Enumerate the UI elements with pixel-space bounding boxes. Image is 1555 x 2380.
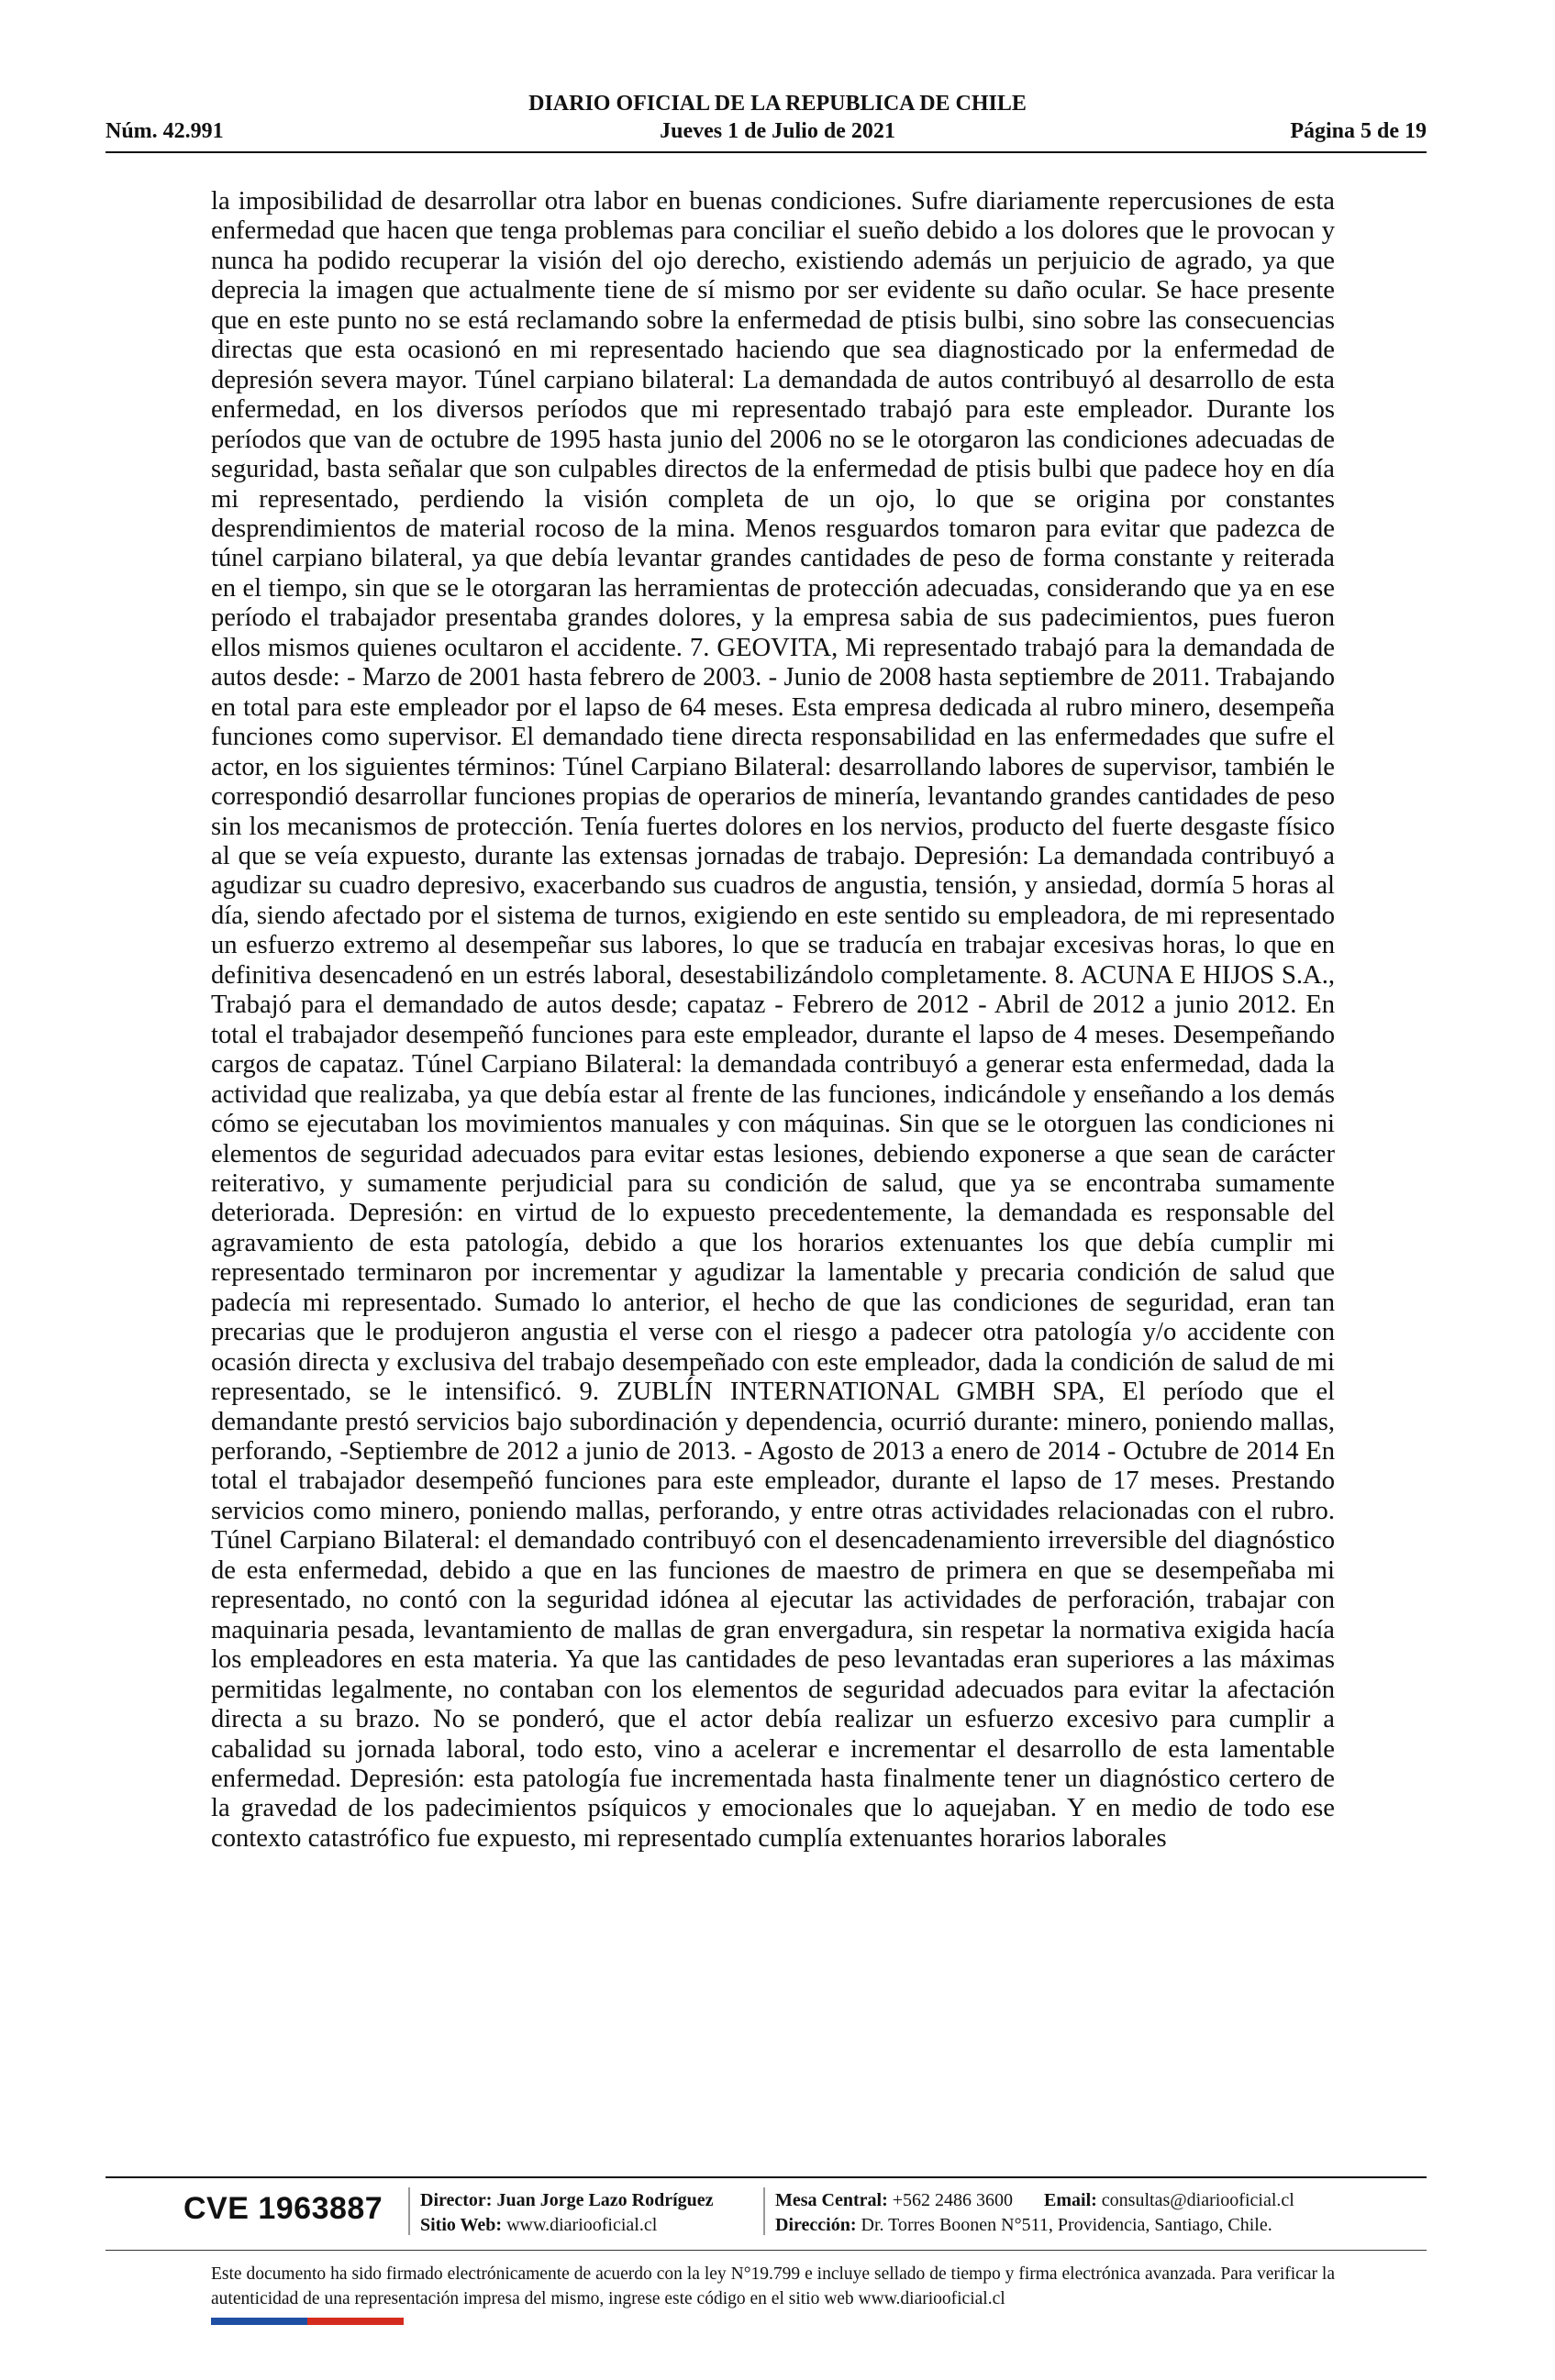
footer-director-block: [420, 2188, 714, 2238]
phone-number: +562 2486 3600: [892, 2190, 1014, 2210]
header-divider: [106, 151, 1427, 153]
address-value: Dr. Torres Boonen N°511, Providencia, Santiago, Chile.: [861, 2215, 1272, 2235]
phone-label: Mesa Central:: [775, 2190, 888, 2210]
footer-divider-secondary: [106, 2250, 1427, 2251]
website-label: Sitio Web:: [420, 2215, 503, 2235]
footer-divider: [106, 2176, 1427, 2178]
email-link[interactable]: consultas@diariooficial.cl: [1101, 2190, 1294, 2210]
cve-code: CVE 1963887: [183, 2191, 383, 2226]
footer-separator: [408, 2187, 410, 2235]
chile-flag-stripe: [211, 2318, 404, 2325]
flag-red-segment: [307, 2318, 404, 2325]
director-name: Juan Jorge Lazo Rodríguez: [496, 2190, 714, 2210]
publication-title: DIARIO OFICIAL DE LA REPUBLICA DE CHILE: [528, 92, 1027, 116]
email-label: Email:: [1044, 2190, 1097, 2210]
address-label: Dirección:: [775, 2215, 857, 2235]
signature-note: Este documento ha sido firmado electrónicamente de acuerdo con la ley N°19.799 e incluye sellado de tiempo y firma electrónica avanzada. Para verificar la autenticidad de una representación impresa del mismo, ingrese este código en el sitio web www.diariooficial.cl: [211, 2264, 1335, 2308]
issue-number: Núm. 42.991: [106, 119, 224, 143]
website-link[interactable]: www.diariooficial.cl: [506, 2215, 658, 2235]
flag-blue-segment: [211, 2318, 307, 2325]
publication-date: Jueves 1 de Julio de 2021: [660, 119, 895, 143]
director-label: Director:: [420, 2190, 493, 2210]
footer-contact-block: [775, 2188, 1294, 2238]
page-indicator: Página 5 de 19: [1290, 119, 1427, 143]
body-paragraph: la imposibilidad de desarrollar otra labor en buenas condiciones. Sufre diariamente repercusiones de esta enfermedad que hacen que tenga problemas para conciliar el sueño debido a los dolores que le provocan y nunca ha podido recuperar la visión del ojo derecho, existiendo además un perjuicio de agrado, ya que deprecia la imagen que actualmente tiene de sí mismo por ser evidente su daño ocular. Se hace presente que en este punto no se está reclamando sobre la enfermedad de ptisis bulbi, sino sobre las consecuencias directas que esta ocasionó en mi representado haciendo que sea diagnosticado por la enfermedad de depresión severa mayor. Túnel carpiano bilateral: La demandada de autos contribuyó al desarrollo de esta enfermedad, en los diversos períodos que mi representado trabajó para este empleador. Durante los períodos que van de octubre de 1995 hasta junio del 2006 no se le otorgaron las condiciones adecuadas de seguridad, basta señalar que son culpables directos de la enfermedad de ptisis bulbi que padece hoy en día mi representado, perdiendo la visión completa de un ojo, lo que se origina por constantes desprendimientos de material rocoso de la mina. Menos resguardos tomaron para evitar que padezca de túnel carpiano bilateral, ya que debía levantar grandes cantidades de peso de forma constante y reiterada en el tiempo, sin que se le otorgaran las herramientas de protección adecuadas, considerando que ya en ese período el trabajador presentaba grandes dolores, y la empresa sabia de sus padecimientos, pues fueron ellos mismos quienes ocultaron el accidente. 7. GEOVITA, Mi representado trabajó para la demandada de autos desde: - Marzo de 2001 hasta febrero de 2003. - Junio de 2008 hasta septiembre de 2011. Trabajando en total para este empleador por el lapso de 64 meses. Esta empresa dedicada al rubro minero, desempeña funciones como supervisor. El demandado tiene directa responsabilidad en las enfermedades que sufre el actor, en los siguientes términos: Túnel Carpiano Bilateral: desarrollando labores de supervisor, también le correspondió desarrollar funciones propias de operarios de minería, levantando grandes cantidades de peso sin los mecanismos de protección. Tenía fuertes dolores en los nervios, producto del fuerte desgaste físico al que se veía expuesto, durante las extensas jornadas de trabajo. Depresión: La demandada contribuyó a agudizar su cuadro depresivo, exacerbando sus cuadros de angustia, tensión, y ansiedad, dormía 5 horas al día, siendo afectado por el sistema de turnos, exigiendo en este sentido su empleadora, de mi representado un esfuerzo extremo al desempeñar sus labores, lo que se traducía en trabajar excesivas horas, lo que en definitiva desencadenó en un estrés laboral, desestabilizándolo completamente. 8. ACUNA E HIJOS S.A., Trabajó para el demandado de autos desde; capataz - Febrero de 2012 - Abril de 2012 a junio 2012. En total el trabajador desempeñó funciones para este empleador, durante el lapso de 4 meses. Desempeñando cargos de capataz. Túnel Carpiano Bilateral: la demandada contribuyó a generar esta enfermedad, dada la actividad que realizaba, ya que debía estar al frente de las funciones, indicándole y enseñando a los demás cómo se ejecutaban los movimientos manuales y con máquinas. Sin que se le otorguen las condiciones ni elementos de seguridad adecuados para evitar estas lesiones, debiendo exponerse a que sean de carácter reiterativo, y sumamente perjudicial para su condición de salud, que ya se encontraba sumamente deteriorada. Depresión: en virtud de lo expuesto precedentemente, la demandada es responsable del agravamiento de esta patología, debido a que los horarios extenuantes los que debía cumplir mi representado terminaron por incrementar y agudizar la lamentable y precaria condición de salud que padecía mi representado. Sumado lo anterior, el hecho de que las condiciones de seguridad, eran tan precarias que le produjeron angustia el verse con el riesgo a padecer otra patología y/o accidente con ocasión directa y exclusiva del trabajo desempeñado con este empleador, dada la condición de salud de mi representado, se le intensificó. 9. ZUBLÍN INTERNATIONAL GMBH SPA, El período que el demandante prestó servicios bajo subordinación y dependencia, ocurrió durante: minero, poniendo mallas, perforando, -Septiembre de 2012 a junio de 2013. - Agosto de 2013 a enero de 2014 - Octubre de 2014 En total el trabajador desempeñó funciones para este empleador, durante el lapso de 17 meses. Prestando servicios como minero, poniendo mallas, perforando, y entre otras actividades relacionadas con el rubro. Túnel Carpiano Bilateral: el demandado contribuyó con el desencadenamiento irreversible del diagnóstico de esta enfermedad, debido a que en las funciones de maestro de primera en que se desempeñaba mi representado, no contó con la seguridad idónea al ejecutar las actividades de perforación, trabajar con maquinaria pesada, levantamiento de mallas de gran envergadura, sin respetar la normativa exigida hacía los empleadores en esta materia. Ya que las cantidades de peso levantadas eran superiores a las máximas permitidas legalmente, no contaban con los elementos de seguridad adecuados para evitar la afectación directa a su brazo. No se ponderó, que el actor debía realizar un esfuerzo excesivo para cumplir a cabalidad su jornada laboral, todo esto, vino a acelerar e incrementar el desarrollo de esta lamentable enfermedad. Depresión: esta patología fue incrementada hasta finalmente tener un diagnóstico certero de la gravedad de los padecimientos psíquicos y emocionales que lo aquejaban. Y en medio de todo ese contexto catastrófico fue expuesto, mi representado cumplía extenuantes horarios laborales: [211, 187, 1335, 1853]
footer-separator: [763, 2187, 765, 2235]
